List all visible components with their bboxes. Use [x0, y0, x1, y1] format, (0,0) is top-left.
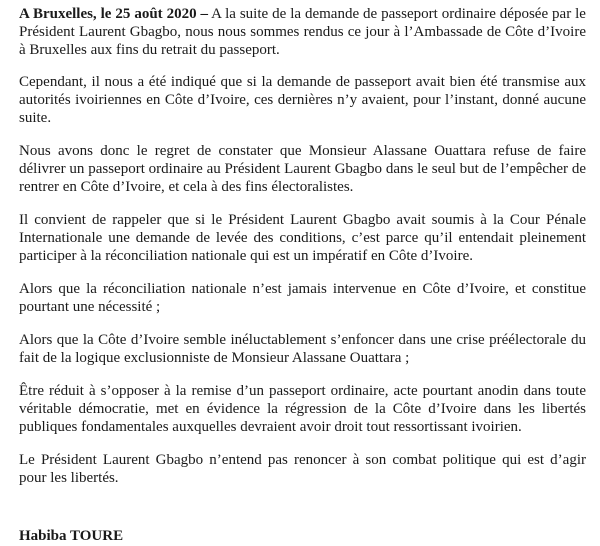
signature: Habiba TOURE: [19, 528, 124, 544]
paragraph-2: Cependant, il nous a été indiqué que si la demande de passeport avait bien été transmise aux autorités ivoiriennes en Côte d’Ivoire, ces dernières n’y avaient, pour l’instant, donné aucune suite.: [19, 74, 586, 126]
paragraph-1: [19, 5, 586, 59]
paragraph-8: Le Président Laurent Gbagbo n’entend pas renoncer à son combat politique qui est d’agir pour les libertés.: [19, 452, 586, 486]
paragraph-6: Alors que la Côte d’Ivoire semble inéluctablement s’enfoncer dans une crise préélectorale du fait de la logique exclusionniste de Monsieur Alassane Ouattara ;: [19, 332, 586, 366]
paragraph-4: Il convient de rappeler que si le Président Laurent Gbagbo avait soumis à la Cour Pénale Internationale une demande de levée des conditions, c’est parce qu’il entendait pleinement participer à la réconciliation nationale qui est un impératif en Côte d’Ivoire.: [19, 212, 586, 264]
paragraph-1-text: A la suite de la demande de passeport ordinaire déposée par le Président Laurent Gbagbo, nous nous sommes rendus ce jour à l’Ambassade de Côte d’Ivoire à Bruxelles aux fins du retrait du passeport.: [19, 6, 586, 58]
dateline: A Bruxelles, le 25 août 2020 –: [19, 6, 209, 22]
paragraph-5: Alors que la réconciliation nationale n’est jamais intervenue en Côte d’Ivoire, et constitue pourtant une nécessité ;: [19, 281, 586, 315]
paragraph-7: Être réduit à s’opposer à la remise d’un passeport ordinaire, acte pourtant anodin dans toute véritable démocratie, met en évidence la régression de la Côte d’Ivoire dans les libertés publiques fondamentales auxquelles devraient avoir droit tout ressortissant ivoirien.: [19, 383, 586, 435]
paragraph-3: Nous avons donc le regret de constater que Monsieur Alassane Ouattara refuse de faire délivrer un passeport ordinaire au Président Laurent Gbagbo dans le seul but de l’empêcher de rentrer en Côte d’Ivoire, et cela à des fins électoralistes.: [19, 143, 586, 195]
